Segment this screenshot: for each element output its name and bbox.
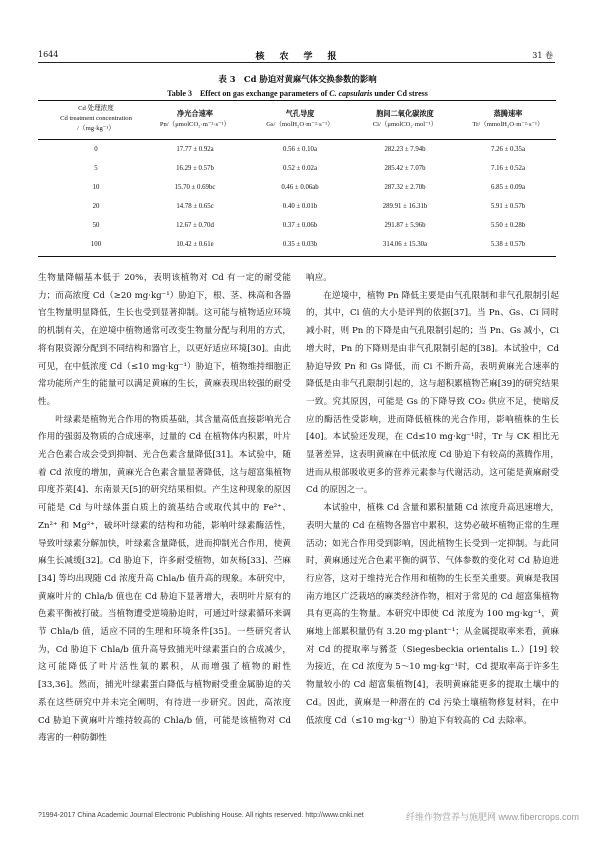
cell-gs: 0.40 ± 0.01b (282, 203, 318, 210)
body-column-left (38, 270, 291, 748)
volume-number: 31 卷 (532, 51, 553, 60)
cell-tr: 6.85 ± 0.09a (491, 184, 525, 191)
cell-pn: 15.70 ± 0.69bc (174, 184, 216, 191)
header-rule (38, 62, 555, 63)
gas-exchange-table (38, 100, 556, 260)
cell-tr: 7.16 ± 0.52a (491, 165, 525, 172)
paragraph: 在逆境中，植物 Pn 降低主要是由气孔限制和非气孔限制引起的，其中，Ci 值的大小是评判的依据[37]。当 Pn、Gs、Ci 同时减小时，则 Pn 的下降是由气孔限制引起的；当 Pn、Gs 减小，Ci 增大时，Pn 的下降则是由非气孔限制引起的[38]。本试验中，Cd 胁迫导致 Pn 和 Gs 降低，而 Ci 不断升高，表明黄麻光合速率的降低是由非气孔限制引起的，这与超积累植物芒麻[39]的研究结果一致。究其原因，可能是 Gs 的下降导致 CO₂ 供应不足，使暗反应的酶活性受影响，进而降低植株的光合作用，影响植株的生长[40]。本试验还发现，在 Cd≤10 mg·kg⁻¹时，Tr 与 CK 相比无显著差异，这表明黄麻在中低浓度 Cd 胁迫下有较高的蒸腾作用，进而从根部吸收更多的营养元素参与代谢活动，这可能是黄麻耐受 Cd 的原因之一。 (306, 290, 559, 496)
paragraph: 生物量降幅基本低于 20%，表明该植物对 Cd 有一定的耐受能力；而高浓度 Cd（≥20 mg·kg⁻¹）胁迫下，根、茎、株高和各器官生物量明显降低，生长也受到显著抑制。这可能与植物适应环境的机制有关，在逆境中植物通常可改变生物量分配与利用的方式，将有限资源分配到不同结构和器官上，以更好适应环境[30]。由此可见，在中低浓度 Cd（≤10 mg·kg⁻¹）胁迫下，植物维持细胞正常功能所产生的能量可以满足黄麻的生长，黄麻表现出较强的耐受性。 (38, 273, 291, 407)
table-title-en: Table 3 Effect on gas exchange parameters of C. capsularis under Cd stress (167, 89, 428, 98)
paragraph: 响应。 (306, 273, 332, 283)
species-name: C. capsularis (329, 89, 373, 98)
cell-pn: 17.77 ± 0.92a (176, 146, 214, 153)
cell-pn: 12.67 ± 0.70d (176, 222, 214, 229)
table-head-gs: 气孔导度 Gs/（molH₂O·m⁻²·s⁻¹） (266, 110, 334, 128)
cell-tr: 7.26 ± 0.35a (491, 146, 525, 153)
cell-treatment: 50 (92, 222, 100, 229)
cell-pn: 16.29 ± 0.57b (176, 165, 214, 172)
cell-tr: 5.38 ± 0.57b (490, 241, 526, 248)
cell-ci: 285.42 ± 7.07b (384, 165, 426, 172)
cell-gs: 0.56 ± 0.10a (283, 146, 317, 153)
table-top-rule (38, 100, 556, 101)
table-title-cn: 表 3 Cd 胁迫对黄麻气体交换参数的影响 (218, 74, 377, 84)
body-column-right (306, 270, 559, 730)
table-head-tr: 蒸腾速率 Tr/（mmolH₂O·m⁻²·s⁻¹） (472, 110, 544, 128)
paragraph: 叶绿素是植物光合作用的物质基础，其含量高低直接影响光合作用的强弱及物质的合成速率，过量的 Cd 在植物体内积累，叶片光合色素合成会受到抑制、光合色素含量降低[31]。本试验中，随着 Cd 浓度的增加，黄麻光合色素含量显著降低，这与超富集植物印度芥菜[4]、东南景天[5]的研究结果相似。产生这种现象的原因可能是 Cd 与叶绿体蛋白质上的巯基结合或取代其中的 Fe²⁺、Zn²⁺ 和 Mg²⁺，破坏叶绿素的结构和功能，影响叶绿素酶活性，导致叶绿素分解加快，叶绿素含量降低，进而抑制光合作用，使黄麻生长减缓[32]。Cd 胁迫下，许多耐受植物，如灰杨[33]、苎麻[34] 等均出现随 Cd 浓度升高 Chla/b 值升高的现象。本研究中，黄麻叶片的 Chla/b 值也在 Cd 胁迫下显著增大，表明叶片原有的色素平衡被打破。当植物遭受逆境胁迫时，可通过叶绿素循环来调节 Chla/b 值，适应不同的生理和环境条件[35]。一些研究者认为，Cd 胁迫下 Chla/b 值升高导致捕光叶绿素蛋白的合成减少，这可能降低了叶片活性氧的累积，从而增强了植物的耐性[33,36]。然而，捕光叶绿素蛋白降低与植物耐受重金属胁迫的关系在这些研究中并未完全阐明，有待进一步研究。因此，高浓度 Cd 胁迫下黄麻叶片维持较高的 Chla/b 值，可能是该植物对 Cd 毒害的一种防御性 (38, 414, 291, 744)
table-bottom-rule (38, 256, 556, 257)
cell-ci: 314.06 ± 15.30a (382, 241, 428, 248)
copyright-notice: ?1994-2017 China Academic Journal Electronic Publishing House. All rights reserved. http://www.cnki.net (38, 812, 364, 819)
table-mid-rule (38, 139, 556, 140)
cell-treatment: 0 (94, 146, 98, 153)
cell-treatment: 100 (90, 241, 102, 248)
cell-pn: 14.78 ± 0.65c (176, 203, 214, 210)
page-number: 1644 (38, 50, 59, 59)
watermark: 纤维作物营养与施肥网 www.fibercrops.com (405, 812, 579, 822)
cell-gs: 0.35 ± 0.03b (282, 241, 318, 248)
cell-gs: 0.37 ± 0.06b (282, 222, 318, 229)
running-header (0, 0, 595, 60)
journal-name: 核 农 学 报 (255, 52, 340, 62)
table-head-ci: 胞间二氧化碳浓度 Ci/（μmolCO₂·mol⁻¹） (372, 110, 438, 128)
cell-treatment: 5 (94, 165, 98, 172)
cell-ci: 291.87 ± 5.96b (384, 222, 426, 229)
cell-ci: 289.91 ± 16.31b (382, 203, 428, 210)
cell-ci: 287.32 ± 2.70b (384, 184, 426, 191)
cell-tr: 5.91 ± 0.57b (490, 203, 526, 210)
cell-ci: 282.23 ± 7.94b (384, 146, 426, 153)
table-head-treatment: Cd 处理浓度 Cd treatment concentration /（mg·kg⁻¹） (60, 105, 132, 132)
paragraph: 本试验中，植株 Cd 含量和累积量随 Cd 浓度升高迅速增大，表明大量的 Cd 在植物各器官中累积，这势必破坏植物正常的生理活动；如光合作用受到影响，因此植物生长受到一定抑制。与此同时，黄麻通过光合色素平衡的调节、气体参数的变化对 Cd 胁迫进行应答，这对于维持光合作用和植物的生长至关重要。黄麻是我国南方地区广泛栽培的麻类经济作物，相对于常见的 Cd 超富集植物具有更高的生物量。本研究中即使 Cd 浓度为 100 mg·kg⁻¹，黄麻地上部累积量仍有 3.20 mg·plant⁻¹；从金属提取率来看，黄麻对 Cd 的提取率与豨莶（Siegesbeckia orientalis L.）[19] 较为接近，在 Cd 浓度为 5～10 mg·kg⁻¹时，Cd 提取率高于许多生物量较小的 Cd 超富集植物[4]，表明黄麻能更多的提取土壤中的 Cd。因此，黄麻是一种潜在的 Cd 污染土壤植物修复材料，在中低浓度 Cd（≤10 mg·kg⁻¹）胁迫下有较高的 Cd 去除率。 (306, 503, 559, 726)
cell-gs: 0.52 ± 0.02a (283, 165, 317, 172)
cell-gs: 0.46 ± 0.06ab (281, 184, 319, 191)
cell-treatment: 10 (92, 184, 100, 191)
cell-tr: 5.50 ± 0.28b (490, 222, 526, 229)
cell-pn: 10.42 ± 0.61e (176, 241, 214, 248)
cell-treatment: 20 (92, 203, 100, 210)
table-head-pn: 净光合速率 Pn/（μmolCO₂·m⁻²·s⁻¹） (159, 110, 231, 128)
